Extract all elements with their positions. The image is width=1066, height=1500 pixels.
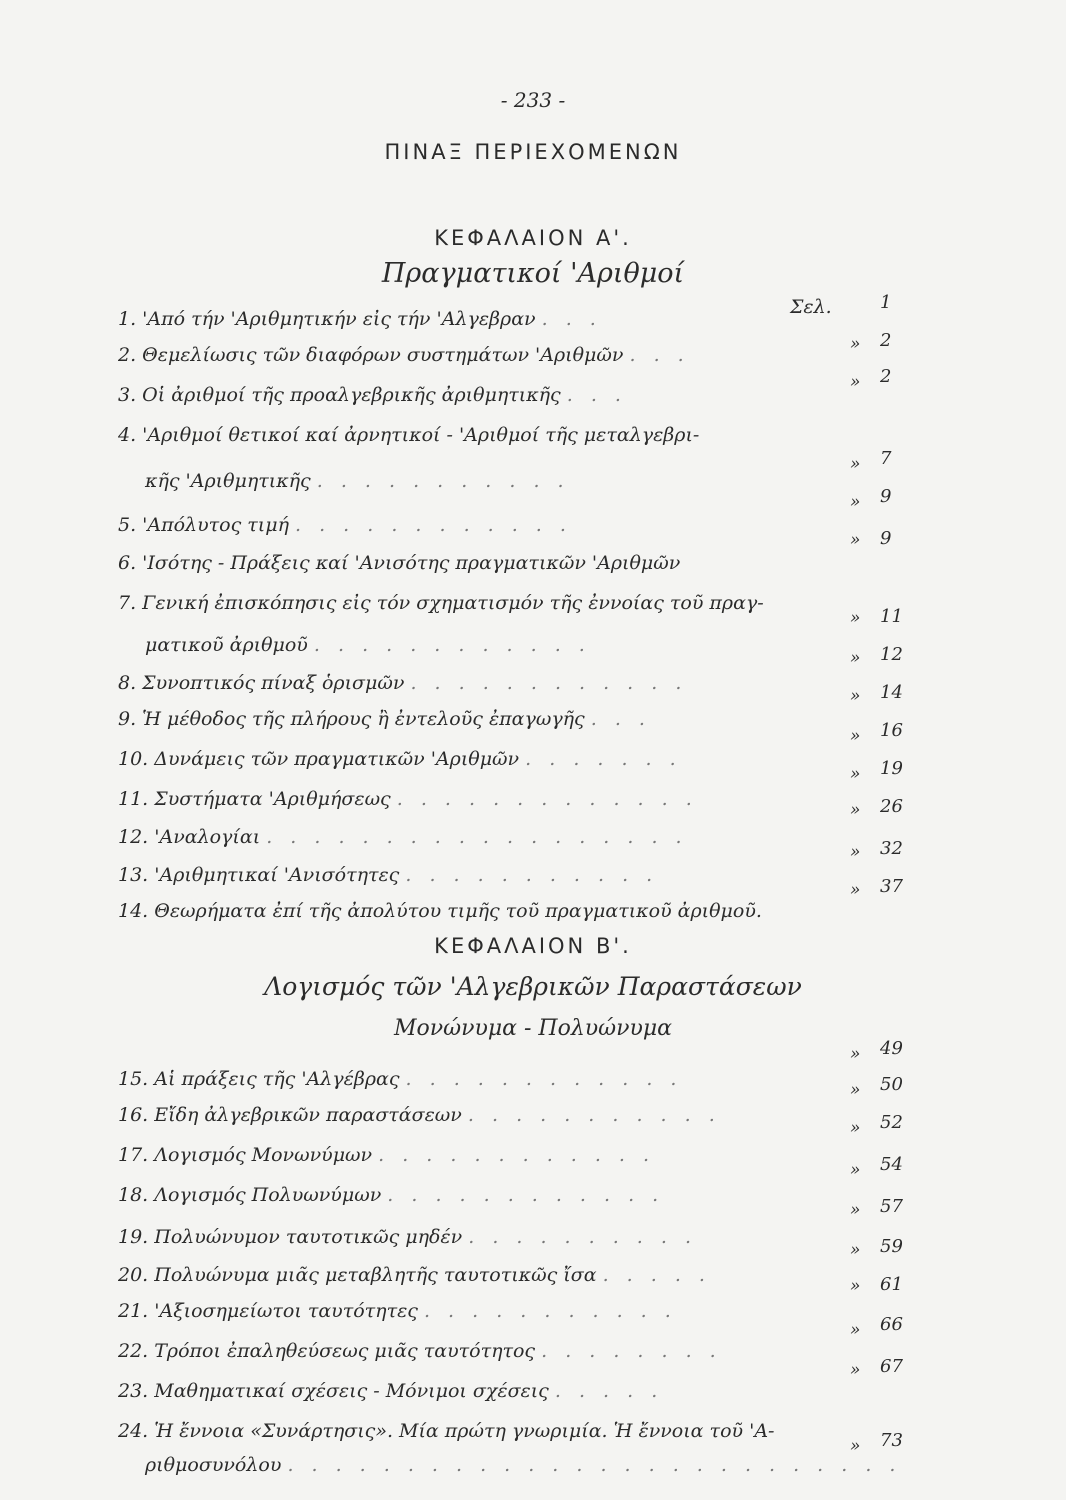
toc-entry-1: 1. 'Από τήν 'Αριθμητικήν εἰς τήν 'Αλγεβραν . . .	[118, 308, 602, 330]
toc-page-4: 7	[880, 448, 892, 469]
chapter-b-title: Λογισμός τῶν 'Αλγεβρικῶν Παραστάσεων	[264, 972, 802, 1001]
toc-page-14: 37	[880, 876, 903, 897]
toc-entry-4-continuation: κῆς 'Αριθμητικῆς . . . . . . . . . . .	[145, 470, 570, 492]
toc-entry-21: 21. 'Αξιοσημείωτοι ταυτότητες . . . . . . . . . . .	[118, 1300, 677, 1322]
ditto-marker: »	[850, 530, 861, 550]
toc-page-20: 59	[880, 1236, 903, 1257]
toc-entry-17: 17. Λογισμός Μονωνύμων . . . . . . . . . . . .	[118, 1144, 656, 1166]
toc-page-24: 73	[880, 1430, 903, 1451]
toc-page-8: 12	[880, 644, 903, 665]
ditto-marker: »	[850, 880, 861, 900]
ditto-marker: »	[850, 1436, 861, 1456]
toc-page-11: 19	[880, 758, 903, 779]
ditto-marker: »	[850, 1240, 861, 1260]
toc-entry-23: 23. Μαθηματικαί σχέσεις - Μόνιμοι σχέσεις . . . . .	[118, 1380, 664, 1402]
chapter-a-title: Πραγματικοί 'Αριθμοί	[381, 258, 685, 289]
toc-entry-8: 8. Συνοπτικός πίναξ ὁρισμῶν . . . . . . . . . . . .	[118, 672, 688, 694]
ditto-marker: »	[850, 608, 861, 628]
ditto-marker: »	[850, 334, 861, 354]
toc-page-22: 66	[880, 1314, 903, 1335]
ditto-marker: »	[850, 1360, 861, 1380]
toc-entry-24: 24. Ἡ ἔννοια «Συνάρτησις». Μία πρώτη γνωριμία. Ἡ ἔννοια τοῦ 'Α-	[118, 1420, 775, 1442]
toc-entry-9: 9. Ἡ μέθοδος τῆς πλήρους ἢ ἐντελοῦς ἐπαγωγῆς . . .	[118, 708, 651, 730]
toc-entry-22: 22. Τρόποι ἐπαληθεύσεως μιᾶς ταυτότητος . . . . . . . .	[118, 1340, 722, 1362]
ditto-marker: »	[850, 492, 861, 512]
toc-page-1: 1	[880, 292, 892, 313]
toc-entry-12: 12. 'Αναλογίαι . . . . . . . . . . . . . . . . . .	[118, 826, 688, 848]
ditto-marker: »	[850, 686, 861, 706]
toc-page-19: 57	[880, 1196, 903, 1217]
toc-page-12: 26	[880, 796, 903, 817]
ditto-marker: »	[850, 1044, 861, 1064]
toc-entry-13: 13. 'Αριθμητικαί 'Ανισότητες . . . . . . . . . . .	[118, 864, 659, 886]
chapter-a-label: ΚΕΦΑΛΑΙΟΝ Α'.	[434, 226, 632, 250]
toc-page-2: 2	[880, 330, 892, 351]
toc-entry-14: 14. Θεωρήματα ἐπί τῆς ἀπολύτου τιμῆς τοῦ πραγματικοῦ ἀριθμοῦ.	[118, 900, 762, 922]
ditto-marker: »	[850, 800, 861, 820]
toc-page-13: 32	[880, 838, 903, 859]
toc-page-16: 50	[880, 1074, 903, 1095]
toc-page-15: 49	[880, 1038, 903, 1059]
ditto-marker: »	[850, 764, 861, 784]
toc-page-17: 52	[880, 1112, 903, 1133]
toc-entry-20: 20. Πολυώνυμα μιᾶς μεταβλητῆς ταυτοτικῶς ἴσα . . . . .	[118, 1264, 711, 1286]
toc-page-23: 67	[880, 1356, 903, 1377]
toc-entry-4: 4. 'Αριθμοί θετικοί καί ἀρνητικοί - 'Αριθμοί τῆς μεταλγεβρι-	[118, 424, 700, 446]
ditto-marker: »	[850, 1080, 861, 1100]
ditto-marker: »	[850, 1160, 861, 1180]
toc-entry-7-continuation: ματικοῦ ἀριθμοῦ . . . . . . . . . . . .	[145, 634, 591, 656]
toc-page-9: 14	[880, 682, 903, 703]
toc-page-10: 16	[880, 720, 903, 741]
toc-entry-15: 15. Αἱ πράξεις τῆς 'Αλγέβρας . . . . . . . . . . . .	[118, 1068, 683, 1090]
toc-entry-16: 16. Εἴδη ἀλγεβρικῶν παραστάσεων . . . . . . . . . . .	[118, 1104, 721, 1126]
ditto-marker: »	[850, 454, 861, 474]
toc-entry-6: 6. 'Ισότης - Πράξεις καί 'Ανισότης πραγματικῶν 'Αριθμῶν	[118, 552, 681, 574]
toc-entry-10: 10. Δυνάμεις τῶν πραγματικῶν 'Αριθμῶν . . . . . . .	[118, 748, 682, 770]
page-number: - 233 -	[500, 88, 566, 112]
toc-heading: ΠΙΝΑΞ ΠΕΡΙΕΧΟΜΕΝΩΝ	[384, 140, 682, 164]
toc-entry-2: 2. Θεμελίωσις τῶν διαφόρων συστημάτων 'Αριθμῶν . . .	[118, 344, 690, 366]
toc-page-6: 9	[880, 528, 892, 549]
ditto-marker: »	[850, 726, 861, 746]
ditto-marker: »	[850, 1200, 861, 1220]
toc-page-5: 9	[880, 486, 892, 507]
ditto-marker: »	[850, 1276, 861, 1296]
ditto-marker: »	[850, 1320, 861, 1340]
ditto-marker: »	[850, 842, 861, 862]
toc-entry-11: 11. Συστήματα 'Αριθμήσεως . . . . . . . . . . . . .	[118, 788, 698, 810]
toc-page-21: 61	[880, 1274, 903, 1295]
toc-entry-7: 7. Γενική ἐπισκόπησις εἰς τόν σχηματισμόν τῆς ἐννοίας τοῦ πραγ-	[118, 592, 764, 614]
toc-entry-24-continuation: ριθμοσυνόλου . . . . . . . . . . . . . . . . . . . . . . . . . .	[145, 1454, 902, 1476]
toc-entry-18: 18. Λογισμός Πολυωνύμων . . . . . . . . . . . .	[118, 1184, 665, 1206]
toc-entry-19: 19. Πολυώνυμον ταυτοτικῶς μηδέν . . . . . . . . . .	[118, 1226, 697, 1248]
ditto-marker: »	[850, 372, 861, 392]
toc-page-3: 2	[880, 366, 892, 387]
ditto-marker: »	[850, 1118, 861, 1138]
page-column-label: Σελ.	[790, 296, 832, 318]
ditto-marker: »	[850, 648, 861, 668]
toc-entry-3: 3. Οἱ ἀριθμοί τῆς προαλγεβρικῆς ἀριθμητικῆς . . .	[118, 384, 627, 406]
chapter-b-label: ΚΕΦΑΛΑΙΟΝ Β'.	[434, 934, 632, 958]
toc-page-18: 54	[880, 1154, 903, 1175]
chapter-b-subtitle: Μονώνυμα - Πολυώνυμα	[394, 1016, 672, 1041]
toc-entry-5: 5. 'Απόλυτος τιμή . . . . . . . . . . . .	[118, 514, 572, 536]
toc-page-7: 11	[880, 606, 903, 627]
